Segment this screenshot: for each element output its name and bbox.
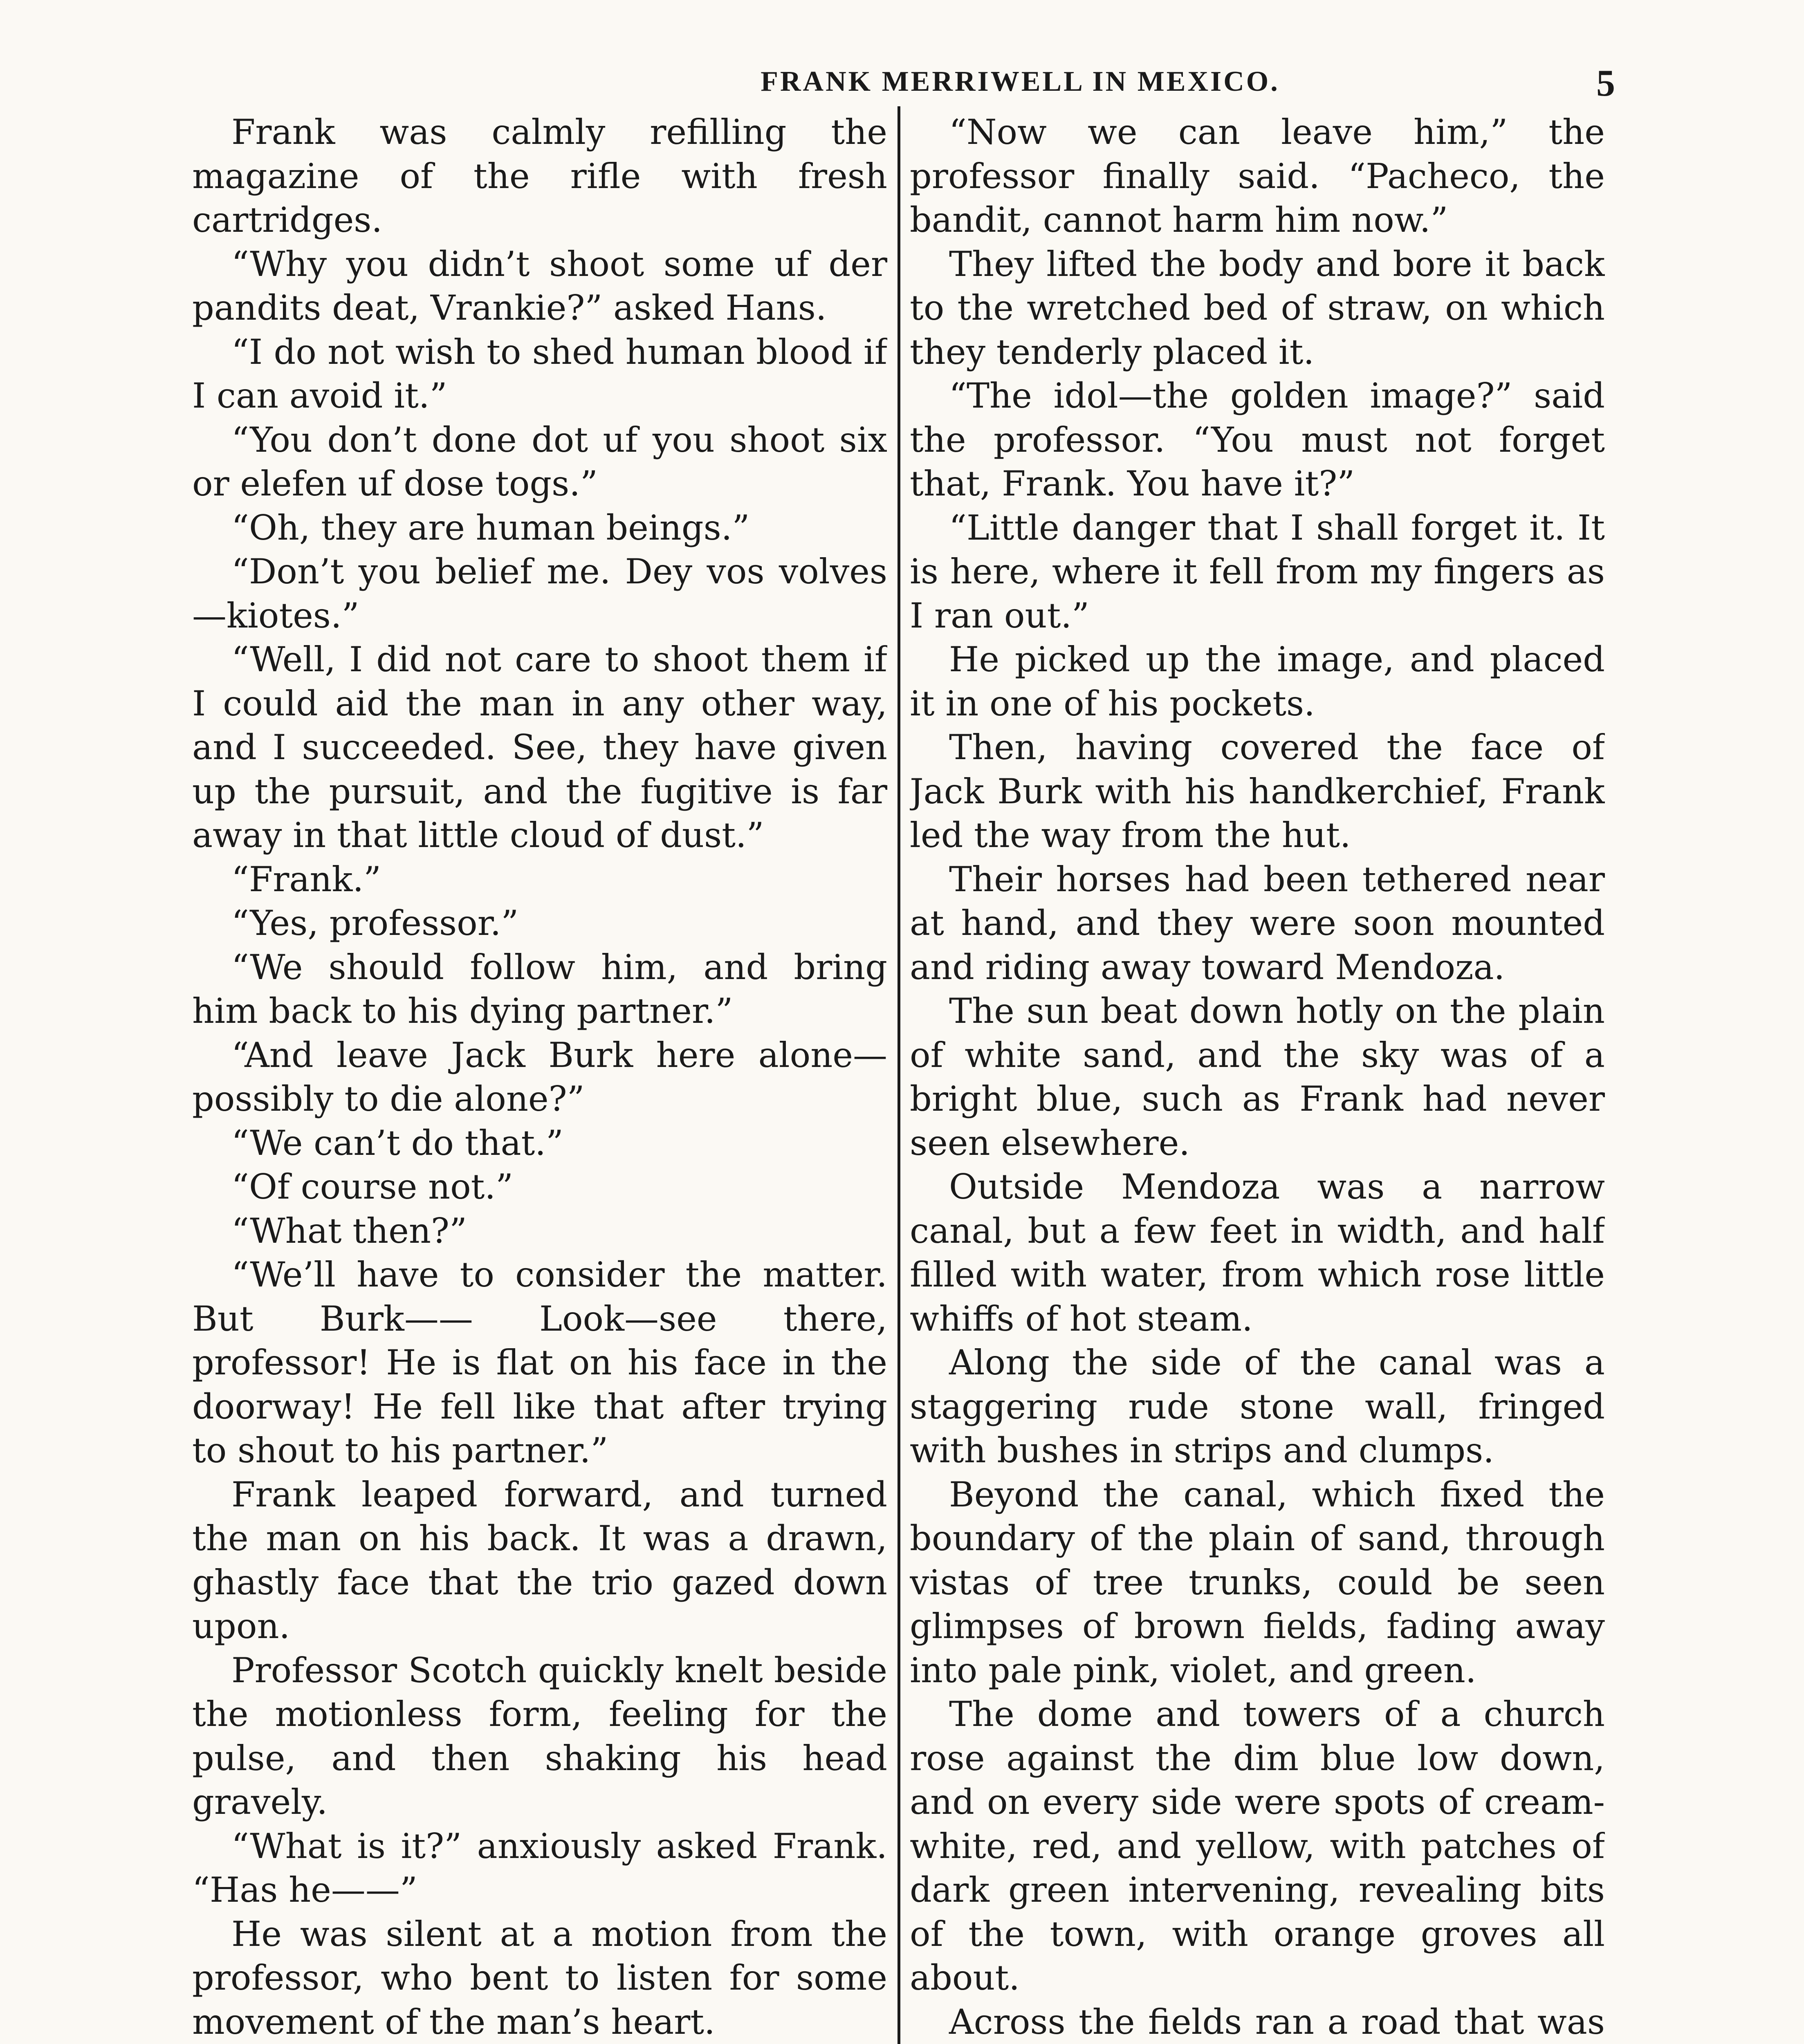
paragraph: “Oh, they are human beings.” [231,507,750,548]
paragraph: Along the side of the canal was a staggering rude stone wall, fringed with bushes in strips and clumps. [910,1342,1605,1470]
paragraph: Frank leaped forward, and turned the man on his back. It was a drawn, ghastly face that the trio gazed down upon. [192,1474,887,1646]
paragraph: He was silent at a motion from the professor, who bent to listen for some movement of the man’s heart. [192,1914,887,2042]
paragraph: “Why you didn’t shoot some uf der pandits deat, Vrankie?” asked Hans. [192,244,887,328]
paragraph: Their horses had been tethered near at hand, and they were soon mounted and riding away toward Mendoza. [910,859,1605,987]
paragraph: “Yes, professor.” [231,903,519,943]
left-column [192,110,887,2044]
paragraph: The sun beat down hotly on the plain of white sand, and the sky was of a bright blue, such as Frank had never seen elsewhere. [910,991,1605,1163]
page-number: 5 [1596,62,1615,104]
paragraph: “We can’t do that.” [231,1123,563,1163]
paragraph: “The idol—the golden image?” said the professor. “You must not forget that, Frank. You have it?” [910,376,1605,504]
paragraph: “Well, I did not care to shoot them if I could aid the man in any other way, and I succeeded. See, they have given up the pursuit, and the fugitive is far away in that little cloud of dust.” [192,639,887,855]
paragraph: “What then?” [231,1210,467,1251]
paragraph: Then, having covered the face of Jack Burk with his handkerchief, Frank led the way from the hut. [910,727,1605,855]
paragraph: Outside Mendoza was a narrow canal, but a few feet in width, and half filled with water, from which rose little whiffs of hot steam. [910,1167,1605,1339]
paragraph: “What is it?” anxiously asked Frank. “Has he——” [192,1826,887,1910]
paragraph: “Now we can leave him,” the professor finally said. “Pacheco, the bandit, cannot harm him now.” [910,112,1605,240]
paragraph: They lifted the body and bore it back to the wretched bed of straw, on which they tenderly placed it. [910,244,1605,372]
paragraph: “Don’t you belief me. Dey vos volves —kiotes.” [192,551,887,636]
paragraph: Across the fields ran a road that was [949,2001,1605,2042]
paragraph: “You don’t done dot uf you shoot six or elefen uf dose togs.” [192,419,887,504]
paragraph: The dome and towers of a church rose against the dim blue low down, and on every side were spots of cream-white, red, and yellow, with patches of dark green intervening, revealing bits of the town, with orange groves all about. [910,1694,1605,1998]
paragraph: He picked up the image, and placed it in one of his pockets. [910,639,1605,724]
paragraph: “I do not wish to shed human blood if I can avoid it.” [192,332,887,416]
paragraph: “We should follow him, and bring him back to his dying partner.” [192,947,887,1031]
paragraph: Beyond the canal, which fixed the boundary of the plain of sand, through vistas of tree trunks, could be seen glimpses of brown fields, fading away into pale pink, violet, and green. [910,1474,1605,1690]
column-divider [898,106,900,2044]
paragraph: Professor Scotch quickly knelt beside the motionless form, feeling for the pulse, and then shaking his head gravely. [192,1650,887,1822]
paragraph: “Little danger that I shall forget it. It is here, where it fell from my fingers as I ran out.” [910,507,1605,636]
running-title: FRANK MERRIWELL IN MEXICO. [761,66,1280,97]
right-column [910,110,1605,2044]
running-head [192,61,1615,106]
paragraph: Frank was calmly refilling the magazine of the rifle with fresh cartridges. [192,112,887,240]
paragraph: “Of course not.” [231,1167,514,1207]
paragraph: “And leave Jack Burk here alone— possibly to die alone?” [192,1035,887,1119]
paragraph: “Frank.” [231,859,381,899]
paragraph: “We’ll have to consider the matter. But Burk—— Look—see there, professor! He is flat on his face in the doorway! He fell like that after trying to shout to his partner.” [192,1255,887,1470]
